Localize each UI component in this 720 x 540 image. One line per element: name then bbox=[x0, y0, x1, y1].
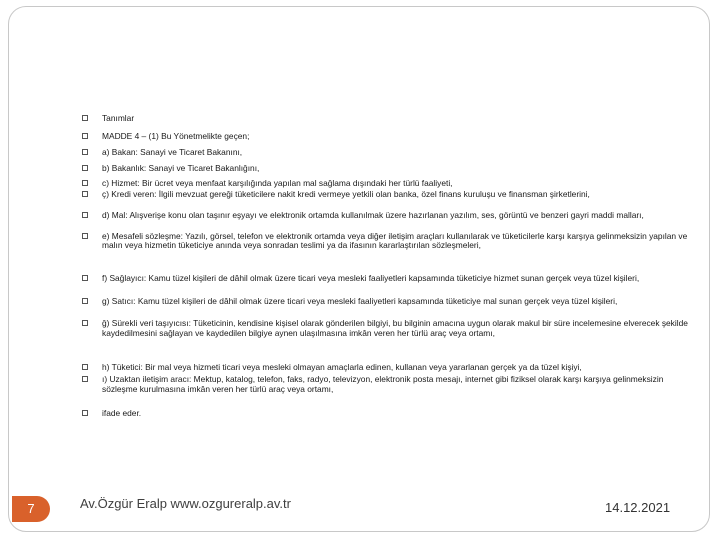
square-bullet-icon bbox=[82, 115, 88, 121]
list-item bbox=[80, 274, 690, 284]
list-item bbox=[80, 190, 690, 200]
square-bullet-icon bbox=[82, 320, 88, 326]
footer-author: Av.Özgür Eralp www.ozgureralp.av.tr bbox=[80, 496, 291, 511]
square-bullet-icon bbox=[82, 376, 88, 382]
square-bullet-icon bbox=[82, 212, 88, 218]
list-item-text: b) Bakanlık: Sanayi ve Ticaret Bakanlığını, bbox=[102, 162, 260, 173]
list-item-text: ğ) Sürekli veri taşıyıcısı: Tüketicinin, kendisine kişisel olarak gönderilen bilgiyi, bu bilginin amacına uygun olarak makul bir süre incelemesine elverecek şekilde kaydedilmesini sağlayan ve kaydedilen bilgiye aynen ulaşılmasına imkân veren her türlü araç veya ortamı, bbox=[102, 318, 688, 339]
list-item bbox=[80, 132, 690, 142]
list-item bbox=[80, 409, 690, 419]
square-bullet-icon bbox=[82, 180, 88, 186]
list-item bbox=[80, 363, 690, 373]
square-bullet-icon bbox=[82, 275, 88, 281]
square-bullet-icon bbox=[82, 364, 88, 370]
list-item bbox=[80, 232, 690, 251]
list-item-text: f) Sağlayıcı: Kamu tüzel kişileri de dâhil olmak üzere ticari veya mesleki faaliyetleri kapsamında tüketiciye hizmet sunan gerçek veya tüzel kişileri, bbox=[102, 273, 640, 284]
list-item bbox=[80, 148, 690, 158]
list-item-text: e) Mesafeli sözleşme: Yazılı, görsel, telefon ve elektronik ortamda veya diğer iletişim araçları kullanılarak ve tüketicilerle karşı karşıya gelinmeksizin yapılan ve malın veya hizmetin tüketiciye anında veya sonradan teslimi ya da ifasının kararlaştırılan sözleşmeleri, bbox=[102, 230, 688, 251]
list-item-text: ı) Uzaktan iletişim aracı: Mektup, katalog, telefon, faks, radyo, televizyon, elektronik posta mesajı, internet gibi fiziksel olarak karşı karşıya gelinmeksizin sözleşme kurulmasına imkân veren her türlü araç veya ortamı, bbox=[102, 374, 664, 394]
definitions-list bbox=[80, 114, 690, 418]
square-bullet-icon bbox=[82, 133, 88, 139]
square-bullet-icon bbox=[82, 410, 88, 416]
list-item bbox=[80, 297, 690, 307]
square-bullet-icon bbox=[82, 233, 88, 239]
list-item bbox=[80, 114, 690, 124]
list-item-text: ç) Kredi veren: İlgili mevzuat gereği tüketicilere nakit kredi vermeye yetkili olan banka, özel finans kuruluşu ve finansman şirketlerini, bbox=[102, 188, 590, 199]
list-item-text: g) Satıcı: Kamu tüzel kişileri de dâhil olmak üzere ticari veya mesleki faaliyetleri kapsamında tüketiciye mal sunan gerçek veya tüzel kişileri, bbox=[102, 296, 618, 307]
square-bullet-icon bbox=[82, 298, 88, 304]
list-item bbox=[80, 211, 690, 221]
square-bullet-icon bbox=[82, 191, 88, 197]
list-item bbox=[80, 375, 690, 394]
list-item-text: h) Tüketici: Bir mal veya hizmeti ticari veya mesleki olmayan amaçlarla edinen, kullanan veya yararlanan gerçek ya da tüzel kişiyi, bbox=[102, 362, 582, 373]
square-bullet-icon bbox=[82, 165, 88, 171]
list-item-text: a) Bakan: Sanayi ve Ticaret Bakanını, bbox=[102, 146, 243, 157]
page-number-badge: 7 bbox=[12, 496, 50, 522]
list-item-text: d) Mal: Alışverişe konu olan taşınır eşyayı ve elektronik ortamda kullanılmak üzere hazırlanan yazılım, ses, görüntü ve benzeri gayri maddi malları, bbox=[102, 209, 644, 220]
footer-date: 14.12.2021 bbox=[605, 500, 671, 515]
list-item-text: MADDE 4 – (1) Bu Yönetmelikte geçen; bbox=[102, 130, 250, 141]
list-item-text: Tanımlar bbox=[102, 113, 135, 123]
square-bullet-icon bbox=[82, 149, 88, 155]
list-item bbox=[80, 319, 690, 338]
list-item bbox=[80, 164, 690, 174]
list-item-text: ifade eder. bbox=[102, 407, 142, 418]
list-item-text: c) Hizmet: Bir ücret veya menfaat karşılığında yapılan mal sağlama dışındaki her türlü faaliyeti, bbox=[102, 177, 453, 188]
list-item bbox=[80, 179, 690, 189]
